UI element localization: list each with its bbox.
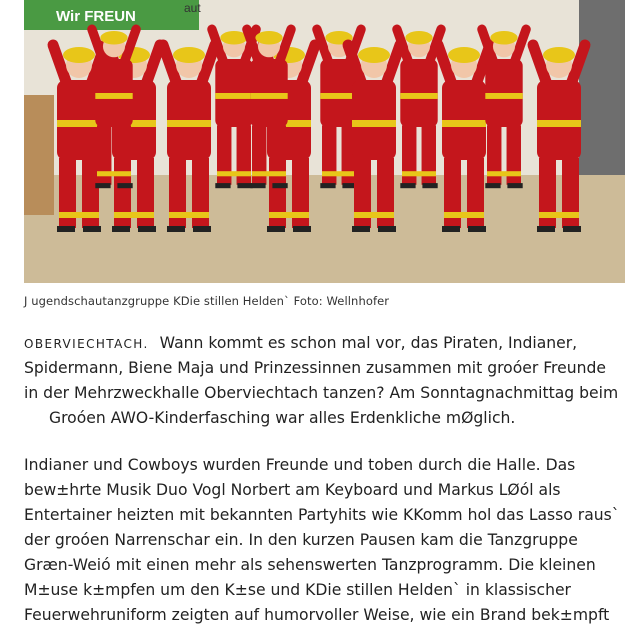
article-line-11: Feuerwehruniform zeigten auf humorvoller Weise, wie ein Brand bek±mpft (24, 606, 610, 624)
dateline: OBERVIECHTACH. (24, 337, 149, 351)
article-line-8: der groóen Narrenschar ein. In den kurzen Pausen kam die Tanzgruppe (24, 531, 578, 549)
article-line-4: Groóen AWO-Kinderfasching war alles Erdenkliche mØglich. (49, 409, 516, 427)
article-body (24, 331, 624, 628)
article-line-7: Entertainer heizten mit bekannten Partyhits wie ΚKomm hol das Lasso raus` (24, 506, 620, 524)
article-photo (24, 0, 625, 283)
banner-text-right: aut (184, 1, 201, 15)
article-line-5: Indianer und Cowboys wurden Freunde und toben durch die Halle. Das (24, 456, 576, 474)
banner-text: Wir FREUN (56, 8, 136, 25)
article-line-2: Spidermann, Biene Maja und Prinzessinnen zusammen mit groóer Freunde (24, 359, 606, 377)
article-line-10: M±use k±mpfen um den K±se und ΚDie stillen Helden` in klassischer (24, 581, 571, 599)
article-line-6: bew±hrte Musik Duo Vogl Norbert am Keyboard und Markus LØól als (24, 481, 561, 499)
article-line-1: OBERVIECHTACH. Wann kommt es schon mal vor, das Piraten, Indianer, (24, 334, 578, 352)
article-line-9: Græn-Weió mit einen mehr als sehenswerten Tanzprogramm. Die kleinen (24, 556, 596, 574)
photo-caption: J ugendschautanzgruppe ΚDie stillen Helden` Foto: Wellnhofer (24, 294, 390, 308)
photo-illustration (24, 0, 625, 283)
article-line-3: in der Mehrzweckhalle Oberviechtach tanzen? Am Sonntagnachmittag beim (24, 384, 619, 402)
